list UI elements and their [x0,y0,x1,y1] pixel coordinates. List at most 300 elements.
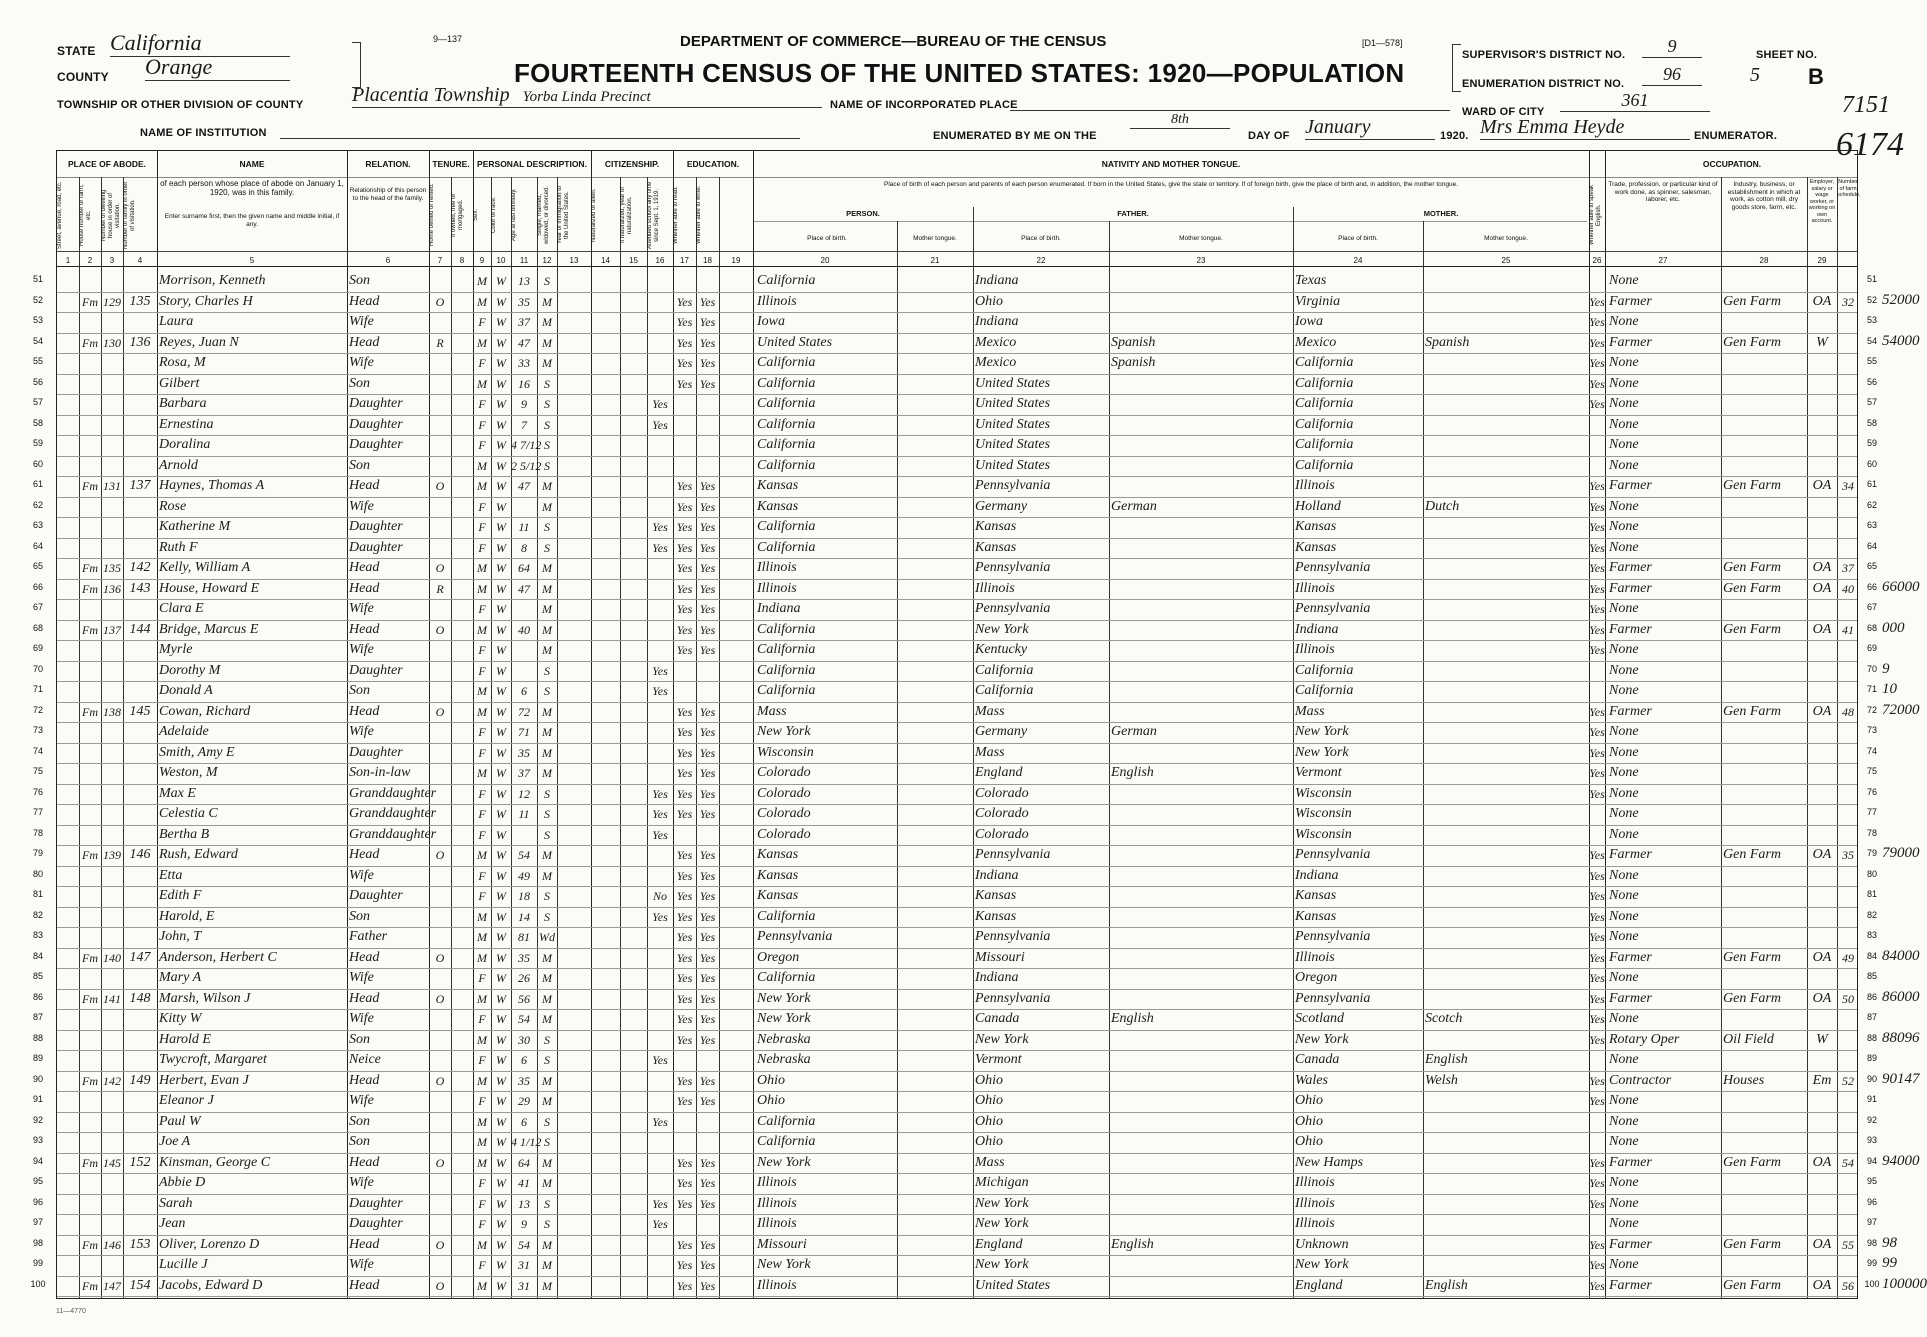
table-cell-eng: Yes [1589,520,1605,534]
margin-note: 10 [1882,681,1897,697]
table-cell-att: Yes [652,397,668,411]
table-cell-rd: Yes [676,1258,693,1272]
table-cell-race: W [496,561,506,575]
table-cell-mpob: Kansas [1295,519,1337,534]
table-cell-fpob: Kansas [975,908,1017,924]
table-cell-rel: Head [349,703,380,719]
table-cell-own: O [435,848,445,862]
table-cell-mpob: Illinois [1295,580,1335,596]
margin-note: 66000 [1882,578,1920,595]
table-cell-ms: S [544,1053,550,1067]
table-cell-pob: Illinois [757,580,797,596]
table-cell-mpob: Illinois [1295,478,1335,493]
line-number-left: 76 [32,786,43,797]
table-cell-occ: None [1609,437,1639,452]
table-cell-eng: Yes [1589,294,1605,309]
table-cell-occ: None [1609,642,1639,657]
table-cell-name: Etta [159,867,183,883]
table-cell-att: No [652,889,667,903]
table-cell-fpob: California [975,662,1034,678]
table-cell-rd: Yes [676,499,693,514]
table-cell-d: 130 [103,335,121,350]
table-cell-rel: Wife [349,724,374,739]
column-rule [973,207,974,1298]
table-cell-ms: M [542,622,552,637]
line-number-left: 88 [32,1032,43,1043]
line-number: 84 [1866,950,1877,961]
table-cell-pob: Iowa [757,314,785,329]
table-cell-fpob: Mexico [975,334,1017,350]
table-cell-occ: None [1609,601,1639,616]
table-cell-wr: Yes [699,766,716,780]
township-value [352,84,822,108]
table-cell-fpob: Pennsylvania [975,478,1051,493]
table-cell-eng: Yes [1589,561,1605,575]
table-cell-fpob: United States [975,416,1051,432]
table-cell-att: Yes [652,1114,668,1129]
table-cell-rel: Son [349,1113,370,1129]
table-cell-eng: Yes [1589,602,1605,616]
table-cell-wr: Yes [699,602,716,616]
table-cell-f: 147 [129,949,151,965]
table-cell-name: Ernestina [159,416,214,432]
enumeration-month: January [1305,116,1435,140]
table-cell-ms: M [542,602,552,616]
table-cell-mpob: California [1295,375,1354,391]
table-cell-eng: Yes [1589,1073,1605,1088]
table-cell-sex: F [478,786,486,801]
table-cell-mpob: Scotland [1295,1011,1344,1026]
table-cell-ms: S [544,1217,550,1231]
table-cell-pob: Kansas [757,478,799,493]
table-cell-age: 29 [518,1094,530,1108]
table-cell-ms: M [542,479,552,493]
table-cell-fpob: Mexico [975,355,1017,370]
table-cell-age: 35 [518,1073,530,1088]
table-cell-f: 135 [129,293,151,309]
table-cell-sex: M [477,458,487,473]
table-cell-sex: F [478,827,486,842]
table-cell-fpob: Pennsylvania [975,929,1051,944]
table-cell-name: House, Howard E [159,580,260,596]
column-header-c10: Color or race. [491,196,497,234]
line-number: 55 [1866,356,1877,366]
table-cell-fmt: English [1111,1236,1154,1252]
column-number: 22 [1036,256,1046,265]
table-cell-h: Fm [82,1073,98,1088]
table-cell-rd: Yes [676,1155,693,1170]
table-cell-name: Jean [159,1216,186,1231]
table-cell-race: W [496,1053,506,1067]
table-cell-ms: S [544,684,550,698]
table-cell-mmt: Scotch [1425,1011,1463,1026]
line-number-left: 87 [32,1012,43,1022]
table-cell-f: 136 [129,334,151,350]
table-cell-sex: F [478,1053,486,1067]
table-cell-eng: Yes [1589,622,1605,637]
table-cell-att: Yes [652,807,668,821]
mother-mother-tongue-header: Mother tongue. [1484,235,1528,242]
table-cell-mpob: Holland [1295,498,1341,514]
table-cell-pob: California [757,683,816,698]
column-number: 19 [731,256,741,265]
employer-column-header: Employer, salary or wage worker, or working on own account. [1808,179,1836,224]
table-cell-emp: W [1816,334,1828,350]
table-cell-occ: Farmer [1609,478,1652,493]
table-cell-rel: Wife [349,1257,374,1272]
table-cell-att: Yes [652,786,668,801]
table-cell-race: W [496,766,506,780]
table-cell-sex: M [477,294,487,309]
line-number: 91 [1866,1094,1877,1104]
table-cell-name: Sarah [159,1195,193,1211]
margin-note: 99 [1882,1255,1897,1271]
table-cell-occ: None [1609,785,1639,801]
table-cell-name: Anderson, Herbert C [159,949,277,965]
table-cell-mmt: Welsh [1425,1072,1458,1088]
table-cell-occ: None [1609,519,1639,534]
table-cell-eng: Yes [1589,1278,1605,1293]
table-cell-rd: Yes [676,479,693,493]
table-cell-eng: Yes [1589,499,1605,514]
table-cell-fpob: Michigan [975,1175,1029,1190]
column-number: 17 [680,256,689,265]
table-cell-occ: None [1609,744,1639,760]
table-cell-name: Oliver, Lorenzo D [159,1236,260,1252]
line-number-left: 52 [32,294,43,305]
table-cell-fpob: Indiana [975,273,1019,288]
line-number-left: 57 [32,397,43,407]
table-cell-rel: Granddaughter [349,826,437,842]
table-cell-emp: W [1816,1031,1828,1047]
column-number: 7 [437,256,443,265]
table-cell-pob: California [757,416,816,432]
table-cell-age: 11 [518,520,530,534]
header-divider [57,251,1857,252]
table-cell-occ: None [1609,826,1639,842]
table-cell-name: Katherine M [159,519,231,534]
table-cell-pob: Mass [757,703,787,719]
table-cell-wr: Yes [699,745,716,760]
table-cell-fpob: Canada [975,1011,1020,1026]
table-cell-sex: M [477,1073,487,1088]
table-cell-h: Fm [82,561,98,575]
name-column-header: of each person whose place of abode on January 1, 1920, was in this family. [160,179,344,197]
table-cell-f: 148 [129,990,151,1006]
table-cell-race: W [496,971,506,985]
father-mother-tongue-header: Mother tongue. [1179,235,1223,242]
table-cell-ind: Oil Field [1723,1031,1774,1047]
table-cell-occ: None [1609,888,1639,903]
table-cell-mpob: New York [1295,724,1349,739]
line-number: 76 [1866,786,1877,797]
table-cell-emp: OA [1812,560,1832,575]
table-cell-fpob: New York [975,1031,1029,1047]
table-cell-h: Fm [82,704,98,719]
table-cell-name: Adelaide [159,724,209,739]
table-cell-emp: OA [1812,847,1832,862]
table-cell-occ: None [1609,1195,1639,1211]
table-cell-ms: M [542,868,552,883]
table-cell-farm: 52 [1842,1073,1854,1088]
table-cell-occ: None [1609,929,1639,944]
line-number-left: 90 [32,1073,43,1084]
table-cell-eng: Yes [1589,1196,1605,1211]
table-cell-race: W [496,1073,506,1088]
column-number: 18 [703,256,712,265]
line-number: 74 [1866,745,1877,756]
table-cell-name: Kitty W [159,1011,202,1026]
table-cell-d: 135 [103,561,121,575]
table-cell-name: Arnold [159,457,198,473]
line-number: 62 [1866,499,1877,510]
table-cell-rd: Yes [676,540,693,555]
column-number: 14 [601,256,610,265]
table-cell-fpob: United States [975,375,1051,391]
line-number-left: 94 [32,1155,43,1166]
table-cell-fmt: German [1111,498,1157,514]
table-cell-wr: Yes [699,335,716,350]
table-cell-wr: Yes [699,971,716,985]
supervisor-district-label: SUPERVISOR'S DISTRICT NO. [1462,49,1626,61]
father-place-of-birth-header: Place of birth. [1021,235,1061,242]
column-number: 24 [1353,256,1363,265]
table-cell-occ: Farmer [1609,334,1652,350]
table-cell-race: W [496,1217,506,1231]
township-label: TOWNSHIP OR OTHER DIVISION OF COUNTY [57,99,304,111]
institution-label: NAME OF INSTITUTION [140,127,267,139]
column-rule [1605,151,1606,1298]
table-cell-occ: Farmer [1609,847,1652,862]
table-cell-own: O [435,1073,445,1088]
table-cell-name: Jacobs, Edward D [159,1277,263,1293]
line-number: 70 [1866,663,1877,674]
table-cell-rel: Daughter [349,437,403,452]
table-cell-race: W [496,868,506,883]
table-cell-rd: Yes [676,868,693,883]
margin-note: 88096 [1882,1029,1920,1046]
table-cell-emp: OA [1812,293,1832,309]
county-label: COUNTY [57,70,109,84]
column-number: 23 [1196,256,1206,265]
table-cell-rel: Head [349,293,380,309]
table-cell-ind: Gen Farm [1723,949,1781,965]
table-cell-occ: None [1609,908,1639,924]
table-cell-fpob: Pennsylvania [975,560,1051,575]
table-cell-ms: M [542,335,552,350]
table-cell-age: 30 [518,1032,530,1047]
table-cell-race: W [496,889,506,903]
table-cell-race: W [496,848,506,862]
table-cell-occ: None [1609,724,1639,739]
enumeration-day: 8th [1130,112,1230,129]
table-cell-occ: None [1609,1093,1639,1108]
department-title: DEPARTMENT OF COMMERCE—BUREAU OF THE CENSUS [680,33,1107,50]
table-cell-ms: Wd [539,930,555,944]
table-cell-mpob: Indiana [1295,621,1339,637]
table-cell-eng: Yes [1589,848,1605,862]
table-cell-occ: None [1609,314,1639,329]
line-number-left: 83 [32,930,43,940]
table-cell-rd: Yes [676,991,693,1006]
table-cell-mpob: Canada [1295,1052,1340,1067]
table-cell-rel: Daughter [349,1216,403,1231]
table-cell-sex: F [478,315,486,329]
table-cell-wr: Yes [699,704,716,719]
table-cell-fpob: Mass [975,744,1005,760]
table-cell-d: 146 [103,1237,121,1252]
table-cell-h: Fm [82,991,98,1006]
table-cell-race: W [496,1196,506,1211]
table-cell-occ: None [1609,1011,1639,1026]
table-cell-emp: OA [1812,990,1832,1006]
table-cell-fpob: Indiana [975,970,1019,985]
table-cell-age: 4 1/12 [511,1135,542,1149]
line-number-left: 79 [32,848,43,858]
table-cell-age: 6 [521,684,527,698]
table-cell-rel: Head [349,847,380,862]
column-number: 11 [519,256,529,265]
table-cell-race: W [496,704,506,719]
table-cell-race: W [496,909,506,924]
column-rule [719,177,720,1298]
table-cell-eng: Yes [1589,725,1605,739]
table-cell-sex: F [478,356,486,370]
margin-note: 52000 [1882,291,1920,308]
table-cell-ms: S [544,520,550,534]
table-cell-rel: Wife [349,601,374,616]
column-number: 15 [629,256,638,265]
table-cell-ms: M [542,1258,552,1272]
table-cell-race: W [496,458,506,473]
table-cell-att: Yes [652,1053,668,1067]
table-cell-eng: Yes [1589,376,1605,391]
table-cell-rel: Son-in-law [349,765,411,780]
table-cell-race: W [496,745,506,760]
line-number: 71 [1866,684,1877,694]
table-cell-mpob: Illinois [1295,1175,1335,1190]
table-cell-fpob: California [975,683,1034,698]
table-cell-race: W [496,1032,506,1047]
table-cell-rd: Yes [676,602,693,616]
table-cell-ms: M [542,1094,552,1108]
table-cell-fpob: Pennsylvania [975,601,1051,616]
table-cell-race: W [496,438,506,452]
table-cell-race: W [496,1278,506,1293]
line-number-left: 62 [32,499,43,510]
table-cell-rel: Son [349,908,370,924]
table-cell-wr: Yes [699,520,716,534]
table-cell-rd: Yes [676,520,693,534]
column-rule [451,177,452,1298]
table-cell-fpob: Indiana [975,314,1019,329]
table-cell-ms: S [544,1114,550,1129]
table-cell-ms: S [544,438,550,452]
table-cell-pob: Colorado [757,826,811,842]
column-header-c4: Number of family in order of visitation. [123,181,136,249]
table-cell-name: Celestia C [159,806,218,821]
table-cell-eng: Yes [1589,991,1605,1006]
table-cell-h: Fm [82,950,98,965]
table-cell-rel: Son [349,273,370,288]
table-cell-rel: Father [349,929,388,944]
table-cell-pob: California [757,970,816,985]
table-cell-wr: Yes [699,1032,716,1047]
table-cell-wr: Yes [699,807,716,821]
table-cell-own: O [435,991,445,1006]
table-cell-mpob: Mexico [1295,334,1337,350]
table-cell-pob: California [757,1113,816,1129]
table-cell-race: W [496,315,506,329]
enumerator-name: Mrs Emma Heyde [1480,116,1690,140]
table-cell-name: Cowan, Richard [159,703,251,719]
table-cell-own: R [436,581,444,596]
table-cell-age: 37 [518,315,530,329]
table-cell-rel: Head [349,334,380,350]
column-rule [157,151,158,1298]
line-number-left: 91 [32,1094,43,1104]
table-cell-ind: Gen Farm [1723,560,1781,575]
table-cell-ms: M [542,1278,552,1293]
state-value: California [110,30,290,57]
precinct-name: Yorba Linda Precinct [522,89,651,105]
table-cell-ind: Gen Farm [1723,1154,1781,1170]
table-cell-pob: California [757,375,816,391]
table-cell-mpob: Wisconsin [1295,806,1352,821]
table-cell-farm: 34 [1842,479,1854,493]
table-cell-occ: None [1609,273,1639,288]
line-number-left: 56 [32,376,43,387]
table-cell-pob: California [757,519,816,534]
table-cell-fpob: Kansas [975,539,1017,555]
relation-column-header: Relationship of this person to the head of the family. [349,187,427,202]
table-cell-wr: Yes [699,950,716,965]
table-cell-d: 131 [103,479,121,493]
page-title: FOURTEENTH CENSUS OF THE UNITED STATES: 1920—POPULATION [514,58,1405,88]
line-number: 75 [1866,766,1877,776]
table-cell-mpob: Oregon [1295,970,1338,985]
table-cell-pob: Ohio [757,1072,785,1088]
table-cell-sex: F [478,1258,486,1272]
table-cell-fpob: Ohio [975,293,1003,309]
table-cell-age: 71 [518,725,530,739]
table-cell-age: 56 [518,991,530,1006]
table-cell-mpob: Pennsylvania [1295,929,1371,944]
table-cell-age: 9 [521,1217,527,1231]
table-cell-eng: Yes [1589,1237,1605,1252]
table-cell-f: 145 [129,703,151,719]
line-number-left: 97 [32,1217,43,1227]
table-cell-rel: Granddaughter [349,785,437,801]
table-cell-f: 146 [129,847,151,862]
table-cell-ms: M [542,1073,552,1088]
table-cell-att: Yes [652,663,668,678]
table-cell-att: Yes [652,417,668,432]
column-header-c8: If owned, free or mortgaged. [451,193,464,237]
table-cell-sex: F [478,725,486,739]
table-cell-ms: S [544,889,550,903]
table-cell-rel: Wife [349,642,374,657]
table-cell-occ: Farmer [1609,621,1652,637]
table-cell-sex: F [478,1217,486,1231]
table-cell-race: W [496,294,506,309]
table-cell-ind: Gen Farm [1723,580,1781,596]
table-cell-pob: California [757,642,816,657]
name-column-instructions: Enter surname first, then the given name and middle initial, if any. [164,213,340,228]
table-cell-rel: Son [349,683,370,698]
table-cell-rd: Yes [676,725,693,739]
table-cell-mpob: Indiana [1295,867,1339,883]
